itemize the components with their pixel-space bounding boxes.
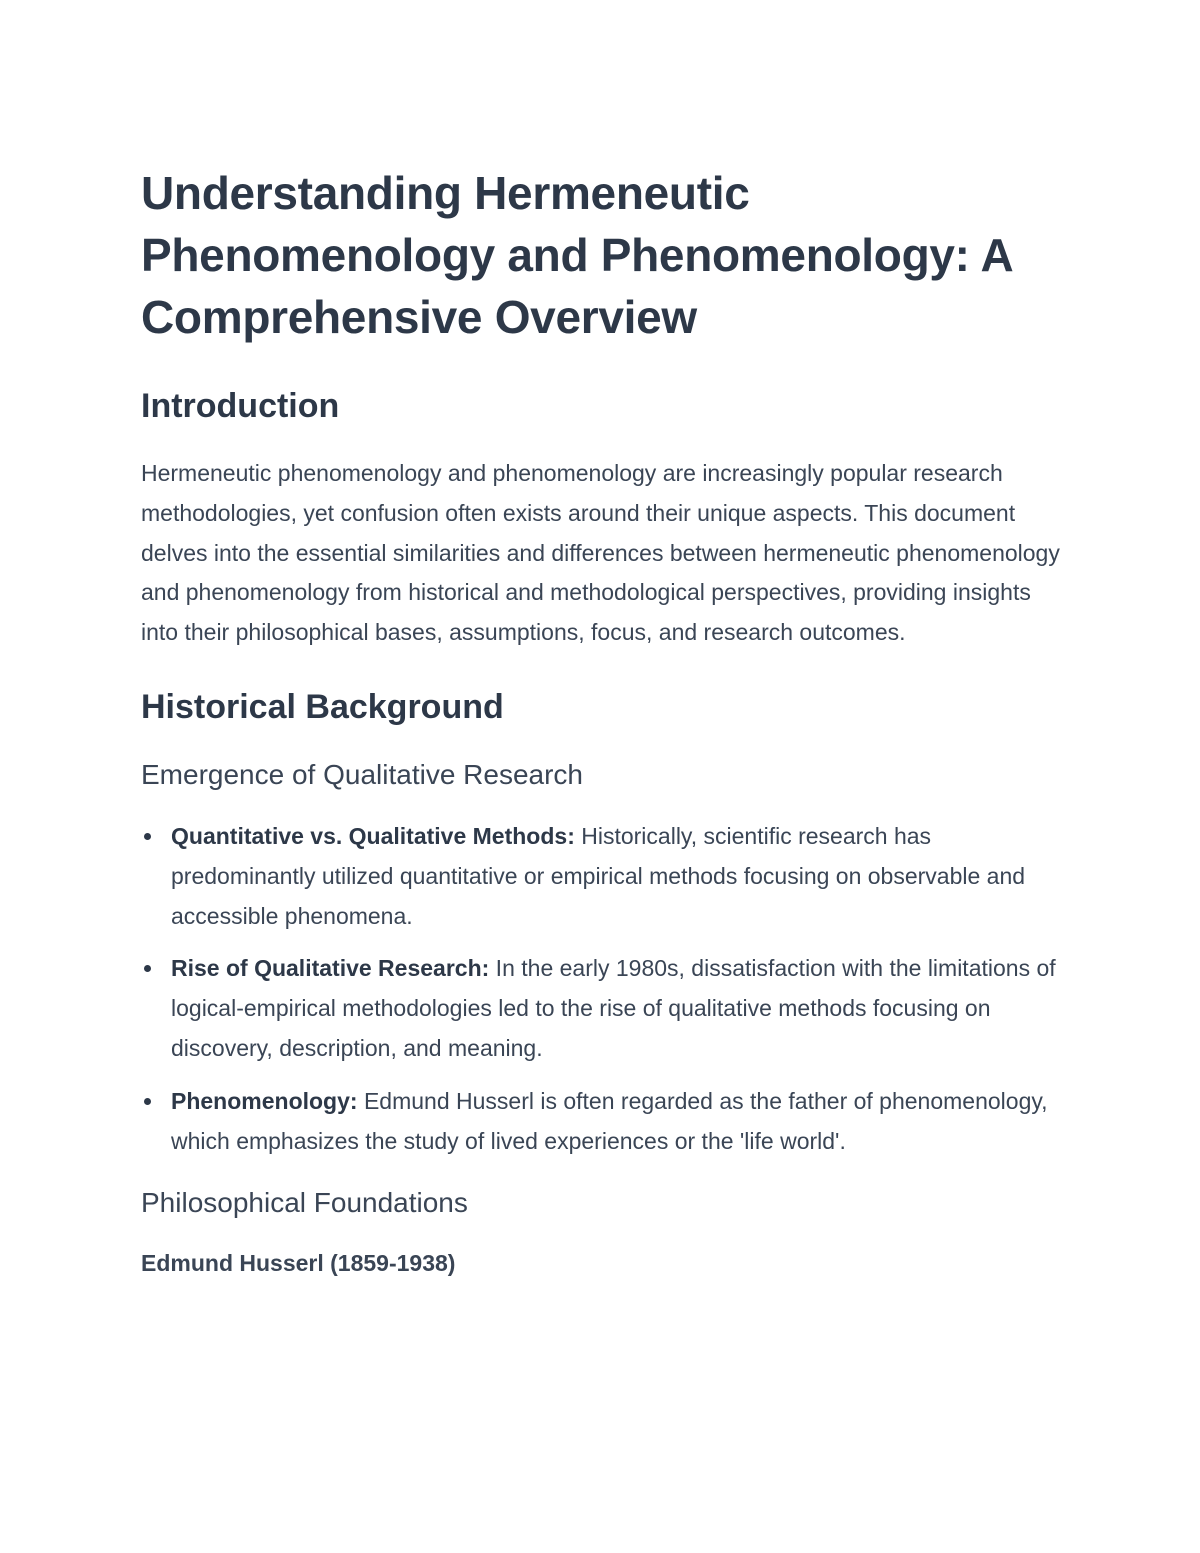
bullet-term: Phenomenology: xyxy=(171,1087,358,1114)
bullet-dot-icon xyxy=(144,833,151,840)
section-heading-introduction: Introduction xyxy=(141,387,340,425)
subsection-heading-emergence: Emergence of Qualitative Research xyxy=(141,758,583,790)
bullet-term: Rise of Qualitative Research: xyxy=(171,955,490,982)
section-heading-historical-background: Historical Background xyxy=(141,687,504,726)
bullet-dot-icon xyxy=(144,1098,151,1105)
list-item xyxy=(141,817,1071,936)
sub-subsection-heading-husserl: Edmund Husserl (1859-1938) xyxy=(141,1250,456,1277)
document-page xyxy=(141,162,1071,1281)
bullet-text: In the early 1980s, dissatisfaction with the limitations of logical-empirical methodologies led to the rise of qualitative methods focusing on discovery, description, and meaning. xyxy=(171,955,1056,1061)
list-item xyxy=(141,1082,1071,1162)
introduction-paragraph: Hermeneutic phenomenology and phenomenology are increasingly popular research methodologies, yet confusion often exists around their unique aspects. This document delves into the essential similarities and differences between hermeneutic phenomenology and phenomenology from historical and methodological perspectives, providing insights into their philosophical bases, assumptions, focus, and research outcomes. xyxy=(141,460,1060,646)
bullet-list xyxy=(141,817,1071,1161)
list-item xyxy=(141,949,1071,1068)
subsection-heading-philosophical-foundations: Philosophical Foundations xyxy=(141,1187,468,1219)
bullet-text: Edmund Husserl is often regarded as the father of phenomenology, which emphasizes the study of lived experiences or the 'life world'. xyxy=(171,1087,1048,1154)
bullet-term: Quantitative vs. Qualitative Methods: xyxy=(171,822,575,849)
document-title: Understanding Hermeneutic Phenomenology and Phenomenology: A Comprehensive Overview xyxy=(141,167,1012,343)
bullet-dot-icon xyxy=(144,965,151,972)
bullet-text: Historically, scientific research has predominantly utilized quantitative or empirical methods focusing on observable and accessible phenomena. xyxy=(171,822,1026,929)
